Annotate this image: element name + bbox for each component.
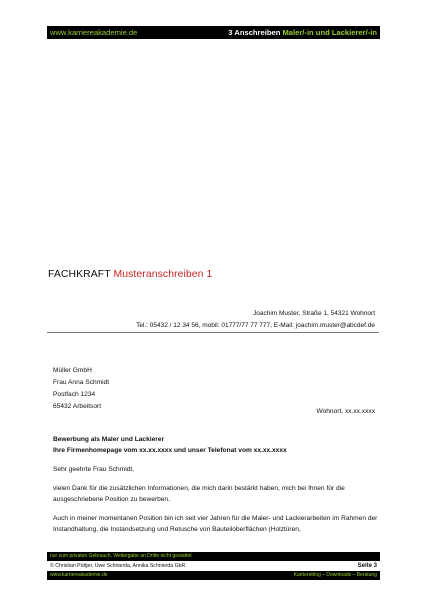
footer-site-link[interactable]: www.karriereakademie.de [50, 572, 108, 578]
page-number: Seite 3 [357, 563, 377, 569]
header-title-highlight: Maler/-in und Lackierer/-in [282, 28, 377, 37]
letter-salutation: Sehr geehrte Frau Schmidt, [53, 466, 134, 473]
letter-paragraph-1: vielen Dank für die zusätzlichen Informationen, die mich darin bestärkt haben, mich bei Ihnen für die ausgeschriebene Position zu bewerben. [53, 485, 345, 503]
header-title [228, 26, 377, 39]
footer-notice: nur zum privaten Gebrauch, Weitergabe an Dritte nicht gestattet [47, 552, 380, 561]
sender-address: Joachim Muster, Straße 1, 54321 Wohnort [253, 310, 375, 317]
section-heading [48, 269, 212, 280]
header-site-link[interactable]: www.karriereakademie.de [50, 28, 138, 37]
footer-bar [47, 571, 380, 580]
footer-copyright: © Christian Püttjer, Uwe Schnierda, Annika Schnierda GbR [50, 563, 186, 569]
header-bar [47, 26, 380, 39]
recipient-city: 65432 Arbeitsort [53, 403, 102, 410]
letter-subject [53, 434, 379, 456]
sender-divider [47, 332, 379, 333]
sender-block [136, 308, 375, 332]
subject-line-2: Ihre Firmenhomepage vom xx.xx.xxxx und unser Telefonat vom xx.xx.xxxx [53, 447, 287, 454]
recipient-postbox: Postfach 1234 [53, 391, 96, 398]
footer-copyright-row [47, 562, 380, 571]
recipient-block [53, 365, 109, 413]
letter-body [53, 434, 379, 543]
section-label: FACHKRAFT [48, 269, 114, 280]
header-title-prefix: 3 Anschreiben [228, 28, 283, 37]
date-line: Wohnort, xx.xx.xxxx [316, 408, 375, 415]
footer-blog-link[interactable]: Karriereblog – Downloads – Beratung [293, 572, 377, 578]
sender-contact: Tel.: 05432 / 12 34 56, mobil: 01777/77 77 777, E-Mail: joachim.muster@abcdef.de [136, 322, 375, 329]
subject-line-1: Bewerbung als Maler und Lackierer [53, 436, 165, 443]
recipient-company: Müller GmbH [53, 367, 92, 374]
letter-paragraph-2: Auch in meiner momentanen Position bin ich seit vier Jahren für die Maler- und Lackierarbeiten im Rahmen der Instandhaltung, die Instandsetzung und Retusche von Bauteiloberflächen (Holztüren, [53, 515, 378, 533]
section-title: Musteranschreiben 1 [113, 269, 213, 280]
recipient-contact: Frau Anna Schmidt [53, 379, 110, 386]
